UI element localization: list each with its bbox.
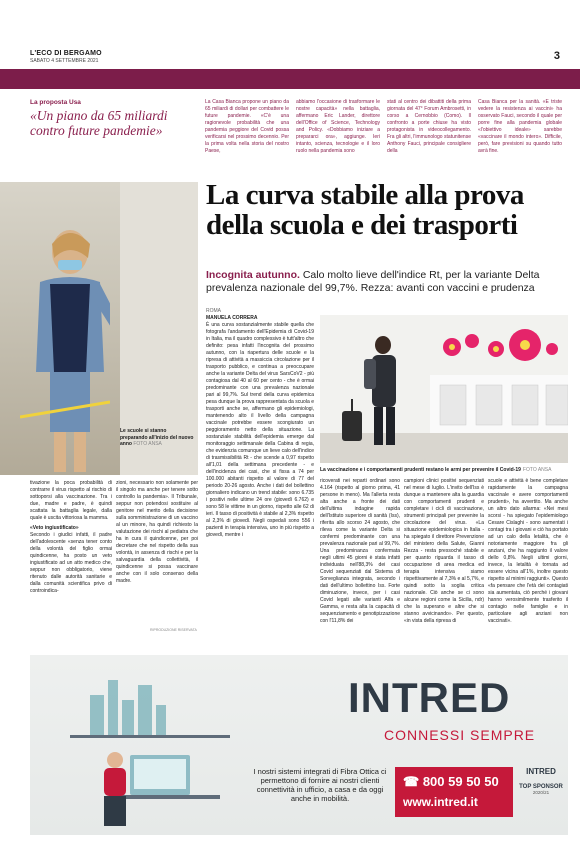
article-column-4: scuole e attività è bene completare rapidamente la campagna vaccinale e avere comportamenti prudenti», ha avvertito. Ma anche un altro dato allarma: «Nei mesi scorsi - ha spiegato l'epidemiologo Cesare Cislaghi - sono aumentati i contagi tra i giovani e ciò ha portato ad un calo della letalità, che è notoriamente maggiore fra gli anziani, che ha raggiunto il valore dello 0,8%. Negli ultimi giorni, invece, la letalità è tornata ad essere vicina all'1%, inoltre questo rispetto al minimi raggiunti». Questo «fa pensare che l'età dei contagiati sia aumentata, ciò perché i giovani hanno verosimilmente trasferito il contagio nelle famiglie e in particolare agli anziani non vaccinati». <box>488 478 568 624</box>
photo-school-measure <box>0 182 198 475</box>
ad-website-link[interactable]: www.intred.it <box>403 795 478 809</box>
sponsor-season: 2020/21 <box>532 790 550 795</box>
newspaper-name: L'ECO DI BERGAMO <box>30 50 102 57</box>
ad-sponsor-badge <box>515 767 567 795</box>
teaser-column-3: stati al centro dei dibattiti della prima giornata del 47° Forum Ambrosetti, in corso a Cernobbio (Como). Il confronto a porte chiuse ha visto protagonista in videocollegamento. Fra gli altri, l'immunologo statunitense Anthony Fauci, principale consigliere della <box>387 99 471 154</box>
ad-brand-logo: INTRED <box>348 674 511 721</box>
intred-advertisement[interactable] <box>30 655 568 835</box>
subheadline <box>206 269 568 295</box>
sponsor-label: TOP SPONSOR <box>519 784 563 790</box>
article-column-3: campioni clinici positivi sequenziati nel mese di luglio. L'invito dell'Iss è dunque a mantenere alta la guardia con comportamenti prudenti e completare i cicli di vaccinazione, strumenti principali per prevenire la circolazione del virus. «La situazione epidemiologica in Italia - ha spiegato il direttore Prevenzione del ministero della Salute, Gianni Rezza - resta pressoché stabile e per quanto riguarda il tasso di occupazione di area medica ed terapia intensiva siamo rispettivamente al 7,3% e al 5,7%, e quindi sotto la soglia critica nazionale. Ciò anche se ci sono alcune regioni come la Sicilia, ndr) che la superano e altre che si stanno avvicinando». Per questo, «in vista della ripresa di <box>404 478 484 624</box>
ad-contact-box[interactable] <box>395 767 513 817</box>
sponsor-brand: INTRED <box>526 767 556 776</box>
issue-date: SABATO 4 SETTEMBRE 2021 <box>30 58 99 64</box>
photo-woman-figure <box>20 222 110 472</box>
photo-vaccination-center <box>320 315 568 463</box>
dateline-place: ROMA <box>206 308 221 314</box>
masthead <box>30 50 102 64</box>
ad-slogan: CONNESSI SEMPRE <box>384 727 536 743</box>
ad-illustration <box>30 655 270 835</box>
article-column-2: ricoverati nei reparti ordinari sono 4.164 (rispetto al giorno prima, 41 persone in meno). Ma l'allerta resta alta anche a fronte dei dati dell'ultima indagine rapida dell'Istituto superiore di sanità (Iss), riferita allo scorso 24 agosto, che rileva come la variante Delta si confermi predominante con una prevalenza nazionale pari al 99,7%. Una predominanza confermata negli ultimi 45 giorni è stata infatti individuata nell'88,3% dei casi Covid sequenziati dal Sistema di Sorveglianza integrata, secondo i dati dell'ultimo bollettino Iss. Forte diminuzione, invece, per i casi Covid legati alle varianti Alfa e Gamma, e resta alta la capacità di sequenziamento e genotipizzazione con l'11,8% dei <box>320 478 400 624</box>
byline: MANUELA CORRERA <box>206 315 258 321</box>
left-continuation-col-1: tivazione la poca probabilità di contrarre il virus rispetto al rischio di sottoporsi alla vaccinazione. Tra i due, madre e padre, è quindi scattata la battaglia legale, dalla quale è uscita vittoriosa la mamma. «Veto ingiustificato» Secondo i giudici infatti, il padre dell'adolescente «senza tener conto della volontà del figlio ormai quindicenne, ha posto un veto ingiustificato ad un atto medico che, seppur non obbligatorio, viene ritenuto dalle autorità sanitarie e dalla comunità scientifica privo di controindica- <box>30 480 112 594</box>
left-continuation-col-2: zioni, necessario non solamente per il singolo ma anche per tenere sotto controllo la pandemia». Il Tribunale, seppur non potendosi sostituire al genitore nel merito della decisione sulla somministrazione di un vaccino al un minore, ha quindi richiesto la valutazione dei rischi al pediatra che ha in cura il quindicenne, per poi decretare che nel rispetto della sua volontà, in assenza di rischi e per la salvaguardia della collettività, il quindicenne si possa vaccinare anche con il solo consenso della madre. <box>116 480 198 584</box>
teaser-column-4: Casa Bianca per la sanità. «E triste vedere la resistenza ai vaccini» ha osservato Fauci, secondo il quale per porre fine alla pandemia globale «l'obiettivo ideale» sarebbe «vaccinare il mondo intero». Difficile, però, fare previsioni su quando tutto avrà fine. <box>478 99 562 154</box>
ad-body-text: I nostri sistemi integrati di Fibra Ottica ci permettono di fornire ai nostri clienti connettività in ufficio, a casa e da oggi anche in mobilità. <box>253 767 387 803</box>
photo-vaccination-scene <box>320 315 568 463</box>
main-headline: La curva stabile alla prova della scuola e dei trasporti <box>206 179 524 241</box>
photo1-caption: Le scuole si stanno preparando all'inizio del nuovo anno FOTO ANSA <box>120 428 194 447</box>
article-column-1: ROMA MANUELA CORRERA È una curva sostanzialmente stabile quella che fotografa l'andamento dell'Epidemia di Covid-19 in Italia, ma il quadro complessivo è tutt'altro che definito: pesa infatti l'incognita del prossimo autunno, con la riapertura delle scuole e la ripresa di attività a massiccia circolazione per il trasporto pubblico, e continua a preoccupare anche la variante Delta del virus SarsCoV2 - più contagiosa dal 40 al 60 per cento - che è ormai predominante con una prevalenza nazionale pari al 99,7%. Sul trend della curva epidemica pesa dunque la prova rappresentata da scuola e trasporti anche se, affermano gli epidemiologi, mantenendo alto il livello della campagna vaccinale potrebbe essere scongiurato un peggioramento netto della situazione. La sostanziale stabilità dell'epidemia emerge dal monitoraggio settimanale della Cabina di regia, che evidenzia comunque un lieve calo dell'indice di trasmissibilità Rt - che scende a 0,97 rispetto all'1,01 della settimana precedente - e dell'incidenza dei casi, che si fissa a 74 per 100.000 abitanti rispetto al valore di 77 del periodo 20-26 agosto. Anche i dati del bollettino giornaliero indicano un trend stabile: sono 6.735 i positivi nelle ultime 24 ore (giovedì 6.762) e sono 58 le vittime in un giorno, rispetto alle 62 di ieri. Il tasso di positività è stabile al 2,3% rispetto al 2,3% di giovedì. Negli ospedali sono 556 i pazienti in terapia intensiva, uno in più rispetto a giovedì, mentre i <box>206 308 314 538</box>
reproduction-notice: RIPRODUZIONE RISERVATA <box>150 628 197 632</box>
photo2-caption: La vaccinazione e i comportamenti prudenti restano le armi per prevenire il Covid-19 FOTO ANSA <box>320 467 552 473</box>
phone-icon: ☎ <box>403 774 420 789</box>
page-number: 3 <box>553 50 560 62</box>
teaser-kicker: La proposta Usa <box>30 99 81 106</box>
ad-phone-number[interactable]: ☎ 800 59 50 50 <box>403 774 499 789</box>
teaser-column-2: abbiamo l'occasione di trasformare le nostre capacità» nella battaglia, affermano Eric Lander, direttore dell'Office of Science, Technology and Policy. «Dobbiamo iniziare a prepararci ora», aggiunge. Ieri intanto, scienza, tecnologie e il loro ruolo nella pandemia sono <box>296 99 380 154</box>
left-subhead: «Veto ingiustificato» <box>30 525 79 531</box>
teaser-column-1: La Casa Bianca propone un piano da 65 miliardi di dollari per combattere le future pandemie. «C'è una ragionevole probabilità che una pandemia peggiore del Covid possa verificarsi nel prossimo decennio. Per la prima volta nella storia del nostro Paese, <box>205 99 289 154</box>
subhead-kicker: Incognita autunno. <box>206 269 300 281</box>
header-bar <box>0 69 580 89</box>
subhead-text: Calo molto lieve dell'indice Rt, per la variante Delta prevalenza nazionale del 99,7%. Rezza: avanti con vaccini e prudenza <box>206 269 540 294</box>
teaser-title: «Un piano da 65 miliardi contro future pandemie» <box>30 108 168 138</box>
